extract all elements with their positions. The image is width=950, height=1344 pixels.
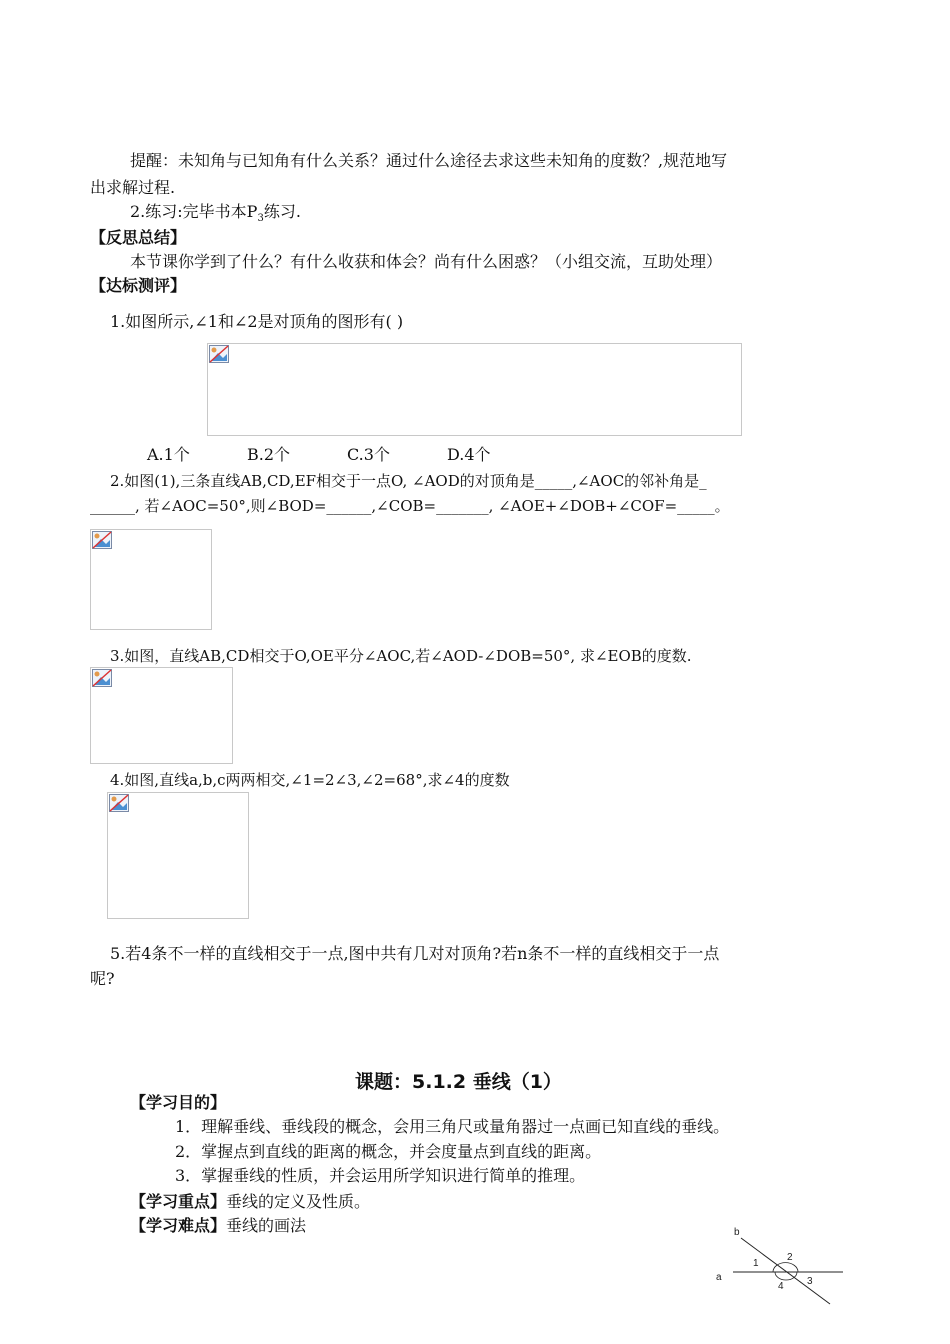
question-3: 3.如图，直线AB,CD相交于O,OE平分∠AOC,若∠AOD-∠DOB=50°, 求∠EOB的度数. (110, 647, 692, 665)
q1-option-a: A.1个 (147, 445, 190, 464)
practice-prefix: 2.练习:完毕书本P (130, 202, 258, 221)
broken-image-icon (109, 794, 129, 812)
angle-label-3: 3 (807, 1276, 813, 1287)
objective-2: 2．掌握点到直线的距离的概念，并会度量点到直线的距离。 (175, 1142, 602, 1161)
objectives-heading: 【学习目的】 (130, 1093, 227, 1112)
hint-line-1: 提醒：未知角与已知角有什么关系？通过什么途径去求这些未知角的度数？,规范地写 (130, 151, 728, 170)
q1-option-c: C.3个 (347, 445, 390, 464)
angle-label-1: 1 (753, 1258, 759, 1269)
angle-label-4: 4 (778, 1281, 784, 1292)
label-a: a (716, 1272, 722, 1283)
broken-image-icon (209, 345, 229, 363)
question-1: 1.如图所示,∠1和∠2是对顶角的图形有( ) (110, 312, 404, 331)
reflection-text: 本节课你学到了什么？有什么收获和体会？尚有什么困惑？（小组交流，互助处理） (130, 252, 723, 271)
practice-line (130, 201, 301, 230)
lesson-title: 课题：5.1.2 垂线（1） (355, 1071, 562, 1093)
line-b (741, 1238, 830, 1304)
difficulty-heading: 【学习难点】 (130, 1216, 227, 1235)
q2-figure-placeholder (90, 529, 212, 630)
focus-text: 垂线的定义及性质。 (226, 1192, 371, 1211)
label-b: b (734, 1227, 740, 1238)
question-5-line-1: 5.若4条不一样的直线相交于一点,图中共有几对对顶角?若n条不一样的直线相交于一点 (110, 944, 720, 963)
question-2-line-2: ______, 若∠AOC=50°,则∠BOD=______,∠COB=_______, ∠AOE+∠DOB+∠COF=_____。 (90, 497, 730, 515)
objective-3: 3．掌握垂线的性质，并会运用所学知识进行简单的推理。 (175, 1166, 586, 1185)
intersecting-lines-figure (705, 1222, 855, 1312)
broken-image-icon (92, 531, 112, 549)
difficulty-text: 垂线的画法 (226, 1216, 307, 1235)
reflection-heading: 【反思总结】 (90, 228, 187, 247)
q1-figure-placeholder (207, 343, 742, 436)
question-4: 4.如图,直线a,b,c两两相交,∠1=2∠3,∠2=68°,求∠4的度数 (110, 771, 510, 789)
assessment-heading: 【达标测评】 (90, 276, 187, 295)
q3-figure-placeholder (90, 667, 233, 764)
hint-line-2: 出求解过程. (90, 178, 176, 197)
broken-image-icon (92, 669, 112, 687)
angle-label-2: 2 (787, 1252, 793, 1263)
question-5-line-2: 呢? (90, 969, 115, 988)
focus-line (130, 1191, 370, 1213)
practice-subscript: 3 (257, 213, 264, 225)
q1-option-b: B.2个 (247, 445, 291, 464)
angle-arc-bottom (775, 1272, 797, 1280)
question-2-line-1: 2.如图(1),三条直线AB,CD,EF相交于一点O, ∠AOD的对顶角是_____,∠AOC的邻补角是_ (110, 472, 707, 490)
practice-suffix: 练习. (263, 202, 301, 221)
q4-figure-placeholder (107, 792, 249, 919)
difficulty-line (130, 1215, 306, 1237)
objective-1: 1．理解垂线、垂线段的概念，会用三角尺或量角器过一点画已知直线的垂线。 (175, 1117, 730, 1136)
focus-heading: 【学习重点】 (130, 1192, 227, 1211)
q1-option-d: D.4个 (447, 445, 491, 464)
